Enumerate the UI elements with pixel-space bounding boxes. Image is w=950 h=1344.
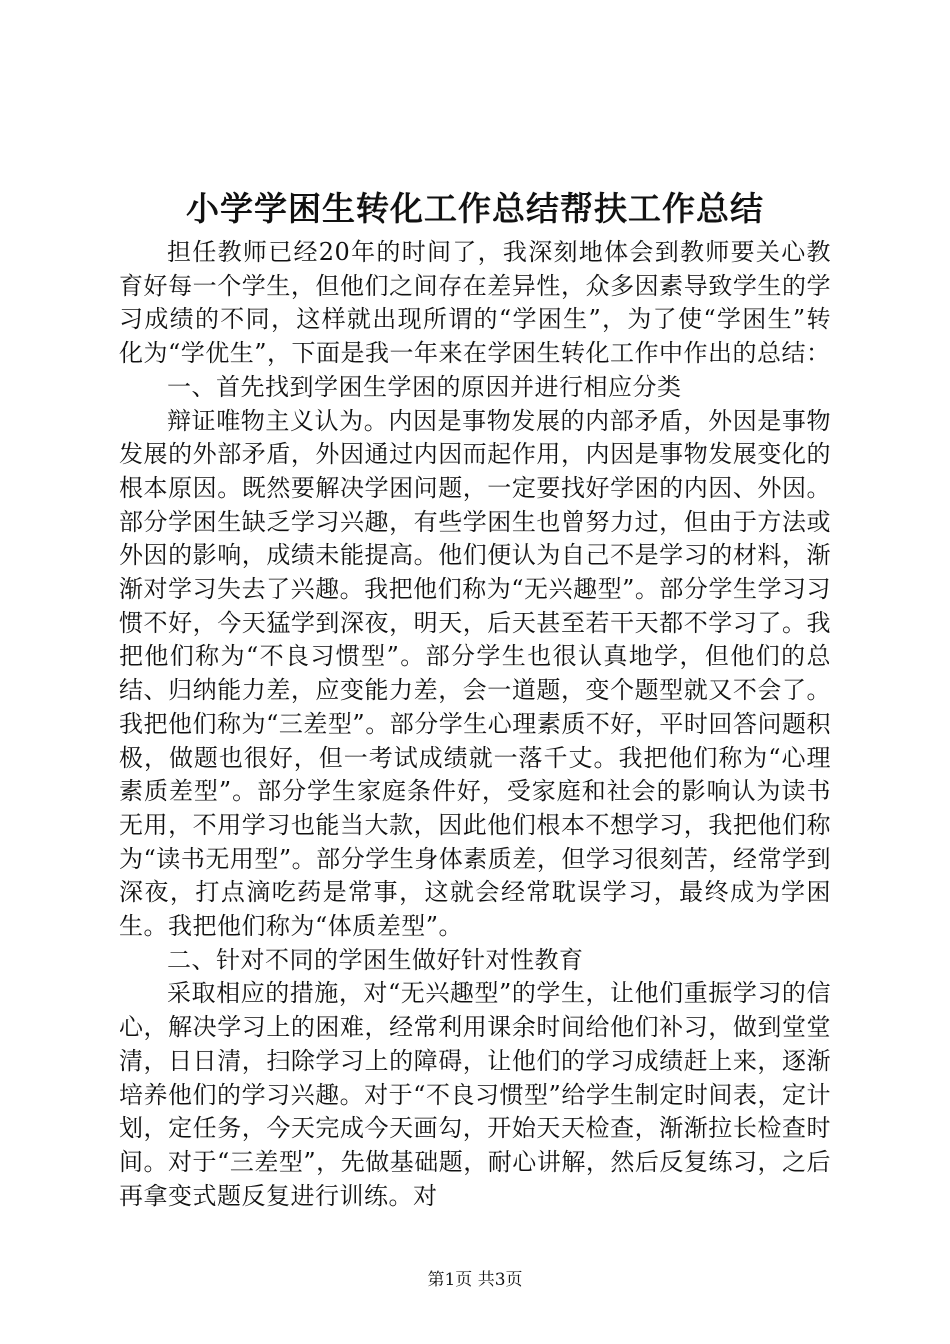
- document-body: [119, 236, 831, 1213]
- section-1-paragraph: 辩证唯物主义认为。内因是事物发展的内部矛盾，外因是事物发展的外部矛盾，外因通过内因而起作用，内因是事物发展变化的根本原因。既然要解决学困问题，一定要找好学困的内因、外因。部分学困生缺乏学习兴趣，有些学困生也曾努力过，但由于方法或外因的影响，成绩未能提高。他们便认为自己不是学习的材料，渐渐对学习失去了兴趣。我把他们称为“无兴趣型”。部分学生学习习惯不好，今天猛学到深夜，明天，后天甚至若干天都不学习了。我把他们称为“不良习惯型”。部分学生也很认真地学，但他们的总结、归纳能力差，应变能力差，会一道题，变个题型就又不会了。我把他们称为“三差型”。部分学生心理素质不好，平时回答问题积极，做题也很好，但一考试成绩就一落千丈。我把他们称为“心理素质差型”。部分学生家庭条件好，受家庭和社会的影响认为读书无用，不用学习也能当大款，因此他们根本不想学习，我把他们称为“读书无用型”。部分学生身体素质差，但学习很刻苦，经常学到深夜，打点滴吃药是常事，这就会经常耽误学习，最终成为学困生。我把他们称为“体质差型”。: [119, 406, 831, 941]
- section-2-paragraph: 采取相应的措施，对“无兴趣型”的学生，让他们重振学习的信心，解决学习上的困难，经常利用课余时间给他们补习，做到堂堂清，日日清，扫除学习上的障碍，让他们的学习成绩赶上来，逐渐培养他们的学习兴趣。对于“不良习惯型”给学生制定时间表，定计划，定任务，今天完成今天画勾，开始天天检查，渐渐拉长检查时间。对于“三差型”，先做基础题，耐心讲解，然后反复练习，之后再拿变式题反复进行训练。对: [119, 979, 831, 1210]
- document-title: 小学学困生转化工作总结帮扶工作总结: [186, 189, 764, 228]
- section-heading-1: 一、首先找到学困生学困的原因并进行相应分类: [167, 372, 682, 401]
- section-heading-2: 二、针对不同的学困生做好针对性教育: [167, 945, 584, 974]
- page-number-footer: 第1页 共3页: [427, 1270, 523, 1290]
- intro-paragraph: 担任教师已经20年的时间了，我深刻地体会到教师要关心教育好每一个学生，但他们之间存在差异性，众多因素导致学生的学习成绩的不同，这样就出现所谓的“学困生”，为了使“学困生”转化为“学优生”，下面是我一年来在学困生转化工作中作出的总结：: [119, 238, 831, 368]
